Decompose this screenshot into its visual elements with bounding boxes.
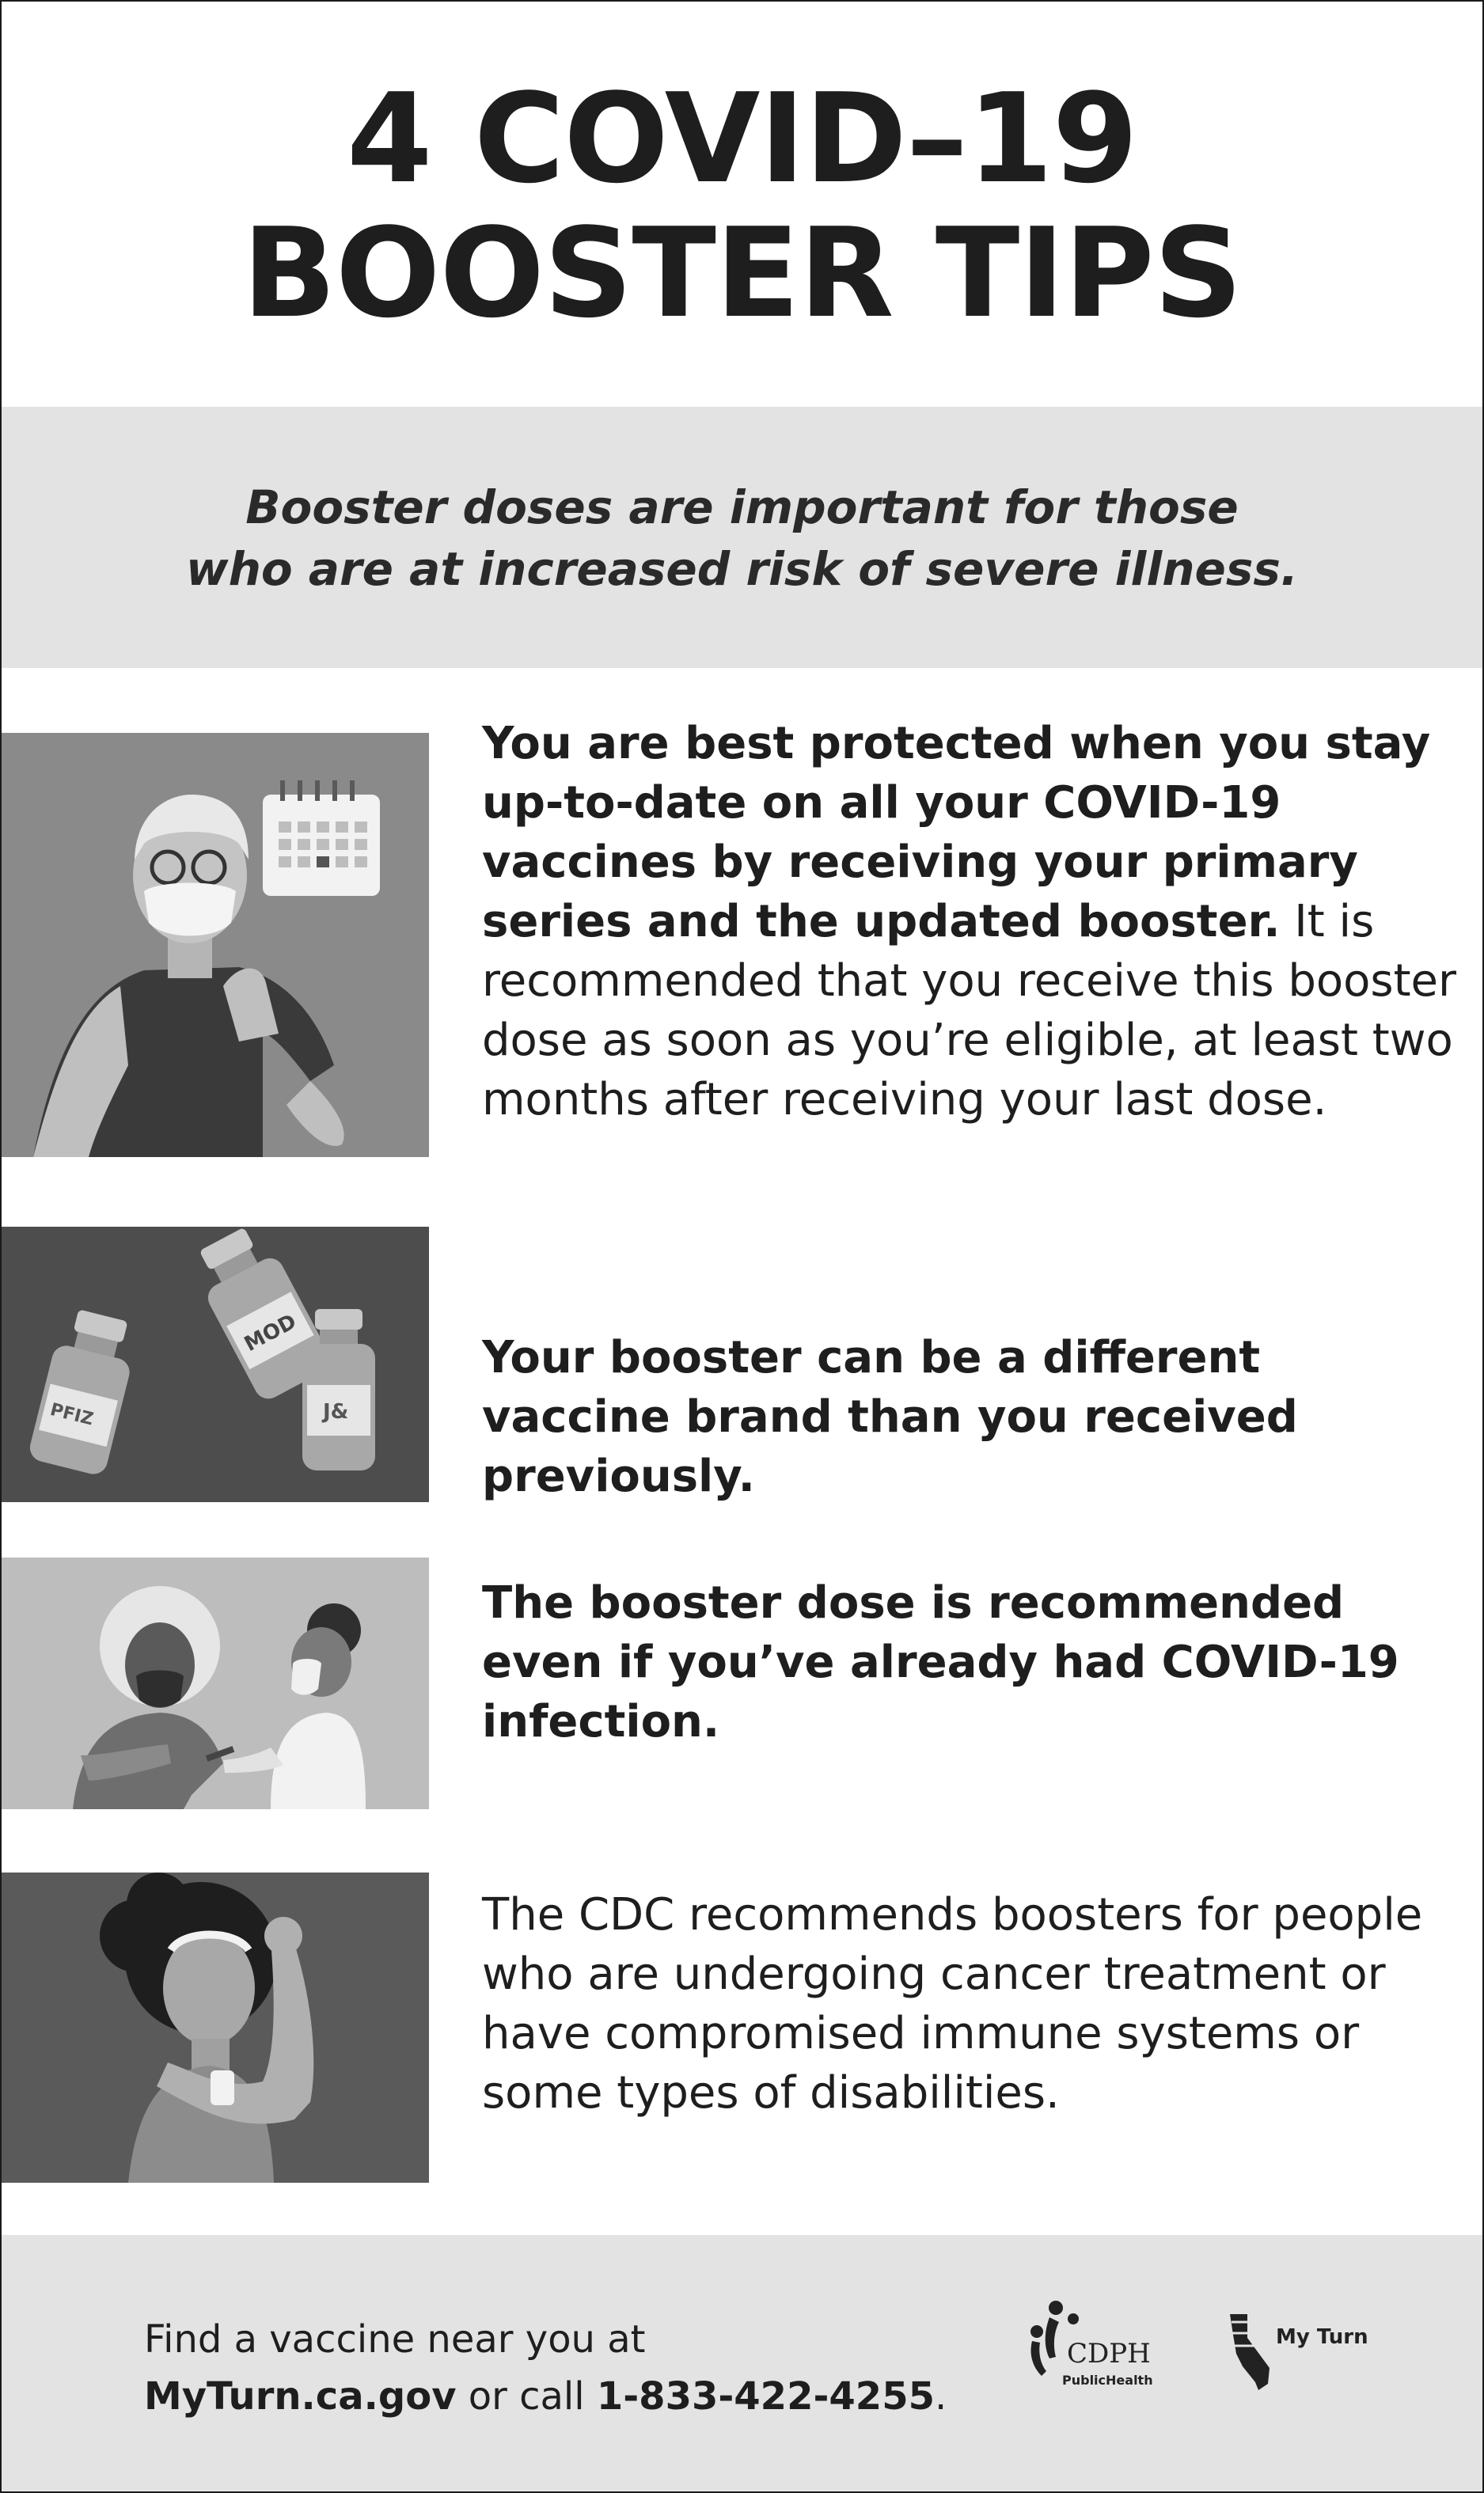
cdph-small-label: PublicHealth [1062, 2373, 1153, 2388]
tip-2-illustration [2, 1227, 429, 1502]
tip-2-bold: Your booster can be a different vaccine brand than you received previously. [482, 1332, 1298, 1502]
footer-line-1: Find a vaccine near you at [144, 2317, 646, 2362]
title-line-1: 4 COVID–19 [346, 66, 1138, 211]
tip-4-illustration [2, 1873, 429, 2183]
myturn-wordmark: My Turn [1276, 2325, 1368, 2349]
tip-2-text [482, 1328, 1463, 1506]
cdph-logo [1021, 2290, 1156, 2417]
tip-4-regular: The CDC recommends boosters for people who are undergoing cancer treatment or have compromised immune systems or some types of disabilities. [482, 1889, 1423, 2119]
woman-flexing-icon [2, 1873, 429, 2183]
phone-number[interactable]: 1-833-422-4255 [596, 2374, 935, 2419]
vial-label-left: PFIZ [47, 1399, 96, 1430]
footer-period: . [935, 2374, 947, 2419]
footer [2, 2235, 1482, 2491]
vaccine-vials-icon [2, 1227, 429, 1502]
tip-1-text [482, 714, 1463, 1129]
tip-3-bold: The booster dose is recommended even if you’ve already had COVID-19 infection. [482, 1577, 1399, 1747]
myturn-logo [1227, 2311, 1385, 2398]
vial-label-middle: MOD [240, 1309, 301, 1357]
subtitle-band [2, 407, 1482, 668]
cdph-wordmark: CDPH [1067, 2338, 1151, 2370]
subtitle [2, 476, 1482, 600]
tip-1-illustration [2, 733, 429, 1157]
title-line-2: BOOSTER TIPS [241, 201, 1243, 345]
california-state-icon [1227, 2311, 1274, 2398]
footer-or-call: or call [456, 2374, 597, 2419]
footer-line-2 [144, 2368, 947, 2425]
tip-1-regular: It is recommended that you receive this booster dose as soon as you’re eligible, at least two months after receiving your last dose. [482, 896, 1457, 1125]
tip-1-bold: You are best protected when you stay up-to-date on all your COVID-19 vaccines by receiving your primary series and the updated booster. [482, 718, 1431, 947]
subtitle-line-1: Booster doses are important for those [245, 480, 1239, 534]
tip-3-illustration [2, 1558, 429, 1809]
tip-3-text [482, 1573, 1463, 1751]
tip-4-text [482, 1885, 1463, 2123]
footer-text [144, 2311, 947, 2425]
man-thumbs-up-icon [2, 733, 429, 1157]
subtitle-line-2: who are at increased risk of severe illness. [186, 542, 1298, 596]
nurse-vaccinating-icon [2, 1558, 429, 1809]
calendar-icon [263, 780, 380, 896]
vial-label-right: J& [323, 1400, 349, 1424]
myturn-link[interactable]: MyTurn.ca.gov [144, 2374, 457, 2419]
page-title [2, 66, 1482, 345]
